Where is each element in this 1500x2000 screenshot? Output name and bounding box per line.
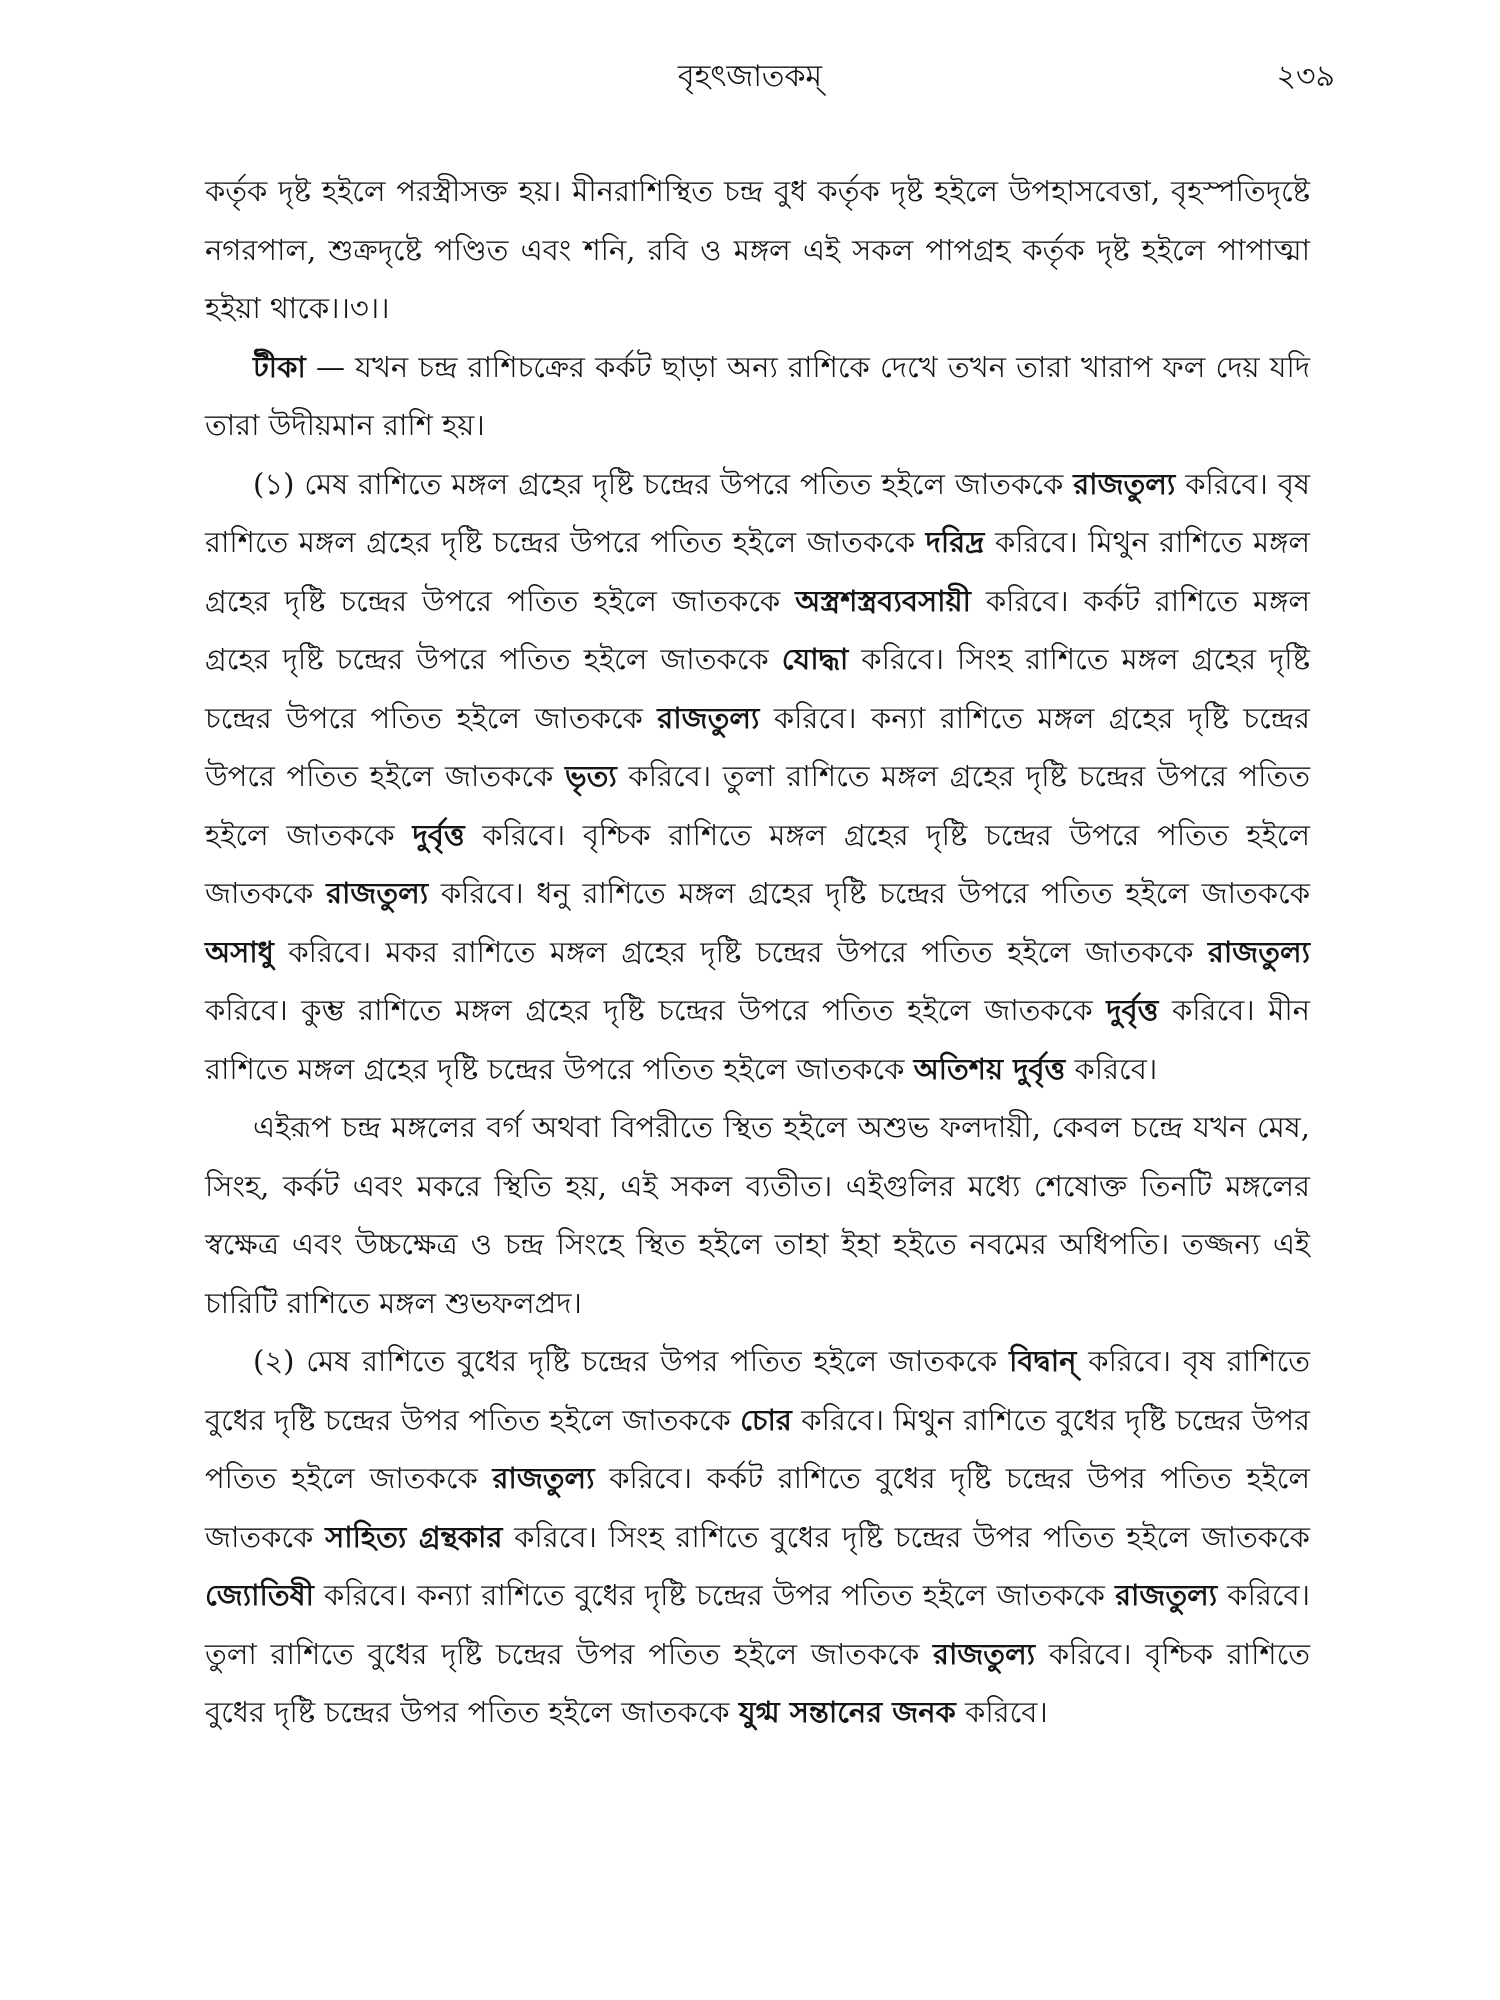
bold-term: চোর — [740, 1402, 792, 1437]
bold-term: অসাধু — [205, 934, 274, 969]
bold-term: দরিদ্র — [925, 525, 985, 559]
text-run: (২) মেষ রাশিতে বুধের দৃষ্টি চন্দ্রের উপর পতিত হইলে জাতককে — [253, 1344, 1010, 1378]
bold-term: বিদ্বান্ — [1009, 1344, 1077, 1378]
bold-term: রাজতুল্য — [1073, 466, 1176, 501]
text-run: করিবে। বৃষ রাশিতে বুধের দৃষ্টি চন্দ্রের উপর পতিত হইলে জাতককে — [205, 1344, 1310, 1437]
text-run: করিবে। মকর রাশিতে মঙ্গল গ্রহের দৃষ্টি চন্দ্রের উপরে পতিত হইলে জাতককে — [273, 934, 1208, 969]
paragraph-mars-summary: এইরূপ চন্দ্র মঙ্গলের বর্গ অথবা বিপরীতে স্থিত হইলে অশুভ ফলদায়ী, কেবল চন্দ্রে যখন মেষ, সিংহ, কর্কট এবং মকরে স্থিতি হয়, এই সকল ব্যতীত। এইগুলির মধ্যে শেষোক্ত তিনটি মঙ্গলের স্বক্ষেত্র এবং উচ্চক্ষেত্র ও চন্দ্র সিংহে স্থিত হইলে তাহা ইহা হইতে নবমের অধিপতি। তজ্জন্য এই চারিটি রাশিতে মঙ্গল শুভফলপ্রদ। — [205, 1110, 1310, 1320]
text-run: করিবে। কন্যা রাশিতে বুধের দৃষ্টি চন্দ্রের উপর পতিত হইলে জাতককে — [313, 1578, 1116, 1612]
bold-term: রাজতুল্য — [492, 1461, 595, 1495]
bold-term: রাজতুল্য — [1207, 934, 1310, 969]
bold-term: রাজতুল্য — [1115, 1578, 1218, 1612]
text-run: করিবে। মিথুন রাশিতে বুধের দৃষ্টি চন্দ্রের উপর পতিত হইলে জাতককে — [205, 1402, 1310, 1495]
bold-term: অস্ত্রশস্ত্রব্যবসায়ী — [795, 583, 971, 618]
text-run: করিবে। তুলা রাশিতে মঙ্গল গ্রহের দৃষ্টি চন্দ্রের উপরে পতিত হইলে জাতককে — [205, 759, 1310, 852]
bold-term: দুর্বৃত্ত — [412, 817, 465, 852]
text-run: করিবে। — [1065, 1051, 1158, 1086]
body-text — [205, 162, 1310, 1742]
text-run: করিবে। কন্যা রাশিতে মঙ্গল গ্রহের দৃষ্টি চন্দ্রের উপরে পতিত হইলে জাতককে — [205, 700, 1311, 793]
text-run: করিবে। ধনু রাশিতে মঙ্গল গ্রহের দৃষ্টি চন্দ্রের উপরে পতিত হইলে জাতককে — [428, 876, 1310, 910]
paragraph-mars-aspects — [205, 455, 1310, 1099]
tika-label: টীকা — [253, 349, 306, 384]
paragraph-mercury-aspects — [205, 1332, 1310, 1742]
text-run: করিবে। বৃশ্চিক রাশিতে মঙ্গল গ্রহের দৃষ্টি চন্দ্রের উপরে পতিত হইলে জাতককে — [205, 817, 1310, 910]
bold-term: রাজতুল্য — [657, 700, 760, 735]
text-run: করিবে। বৃশ্চিক রাশিতে বুধের দৃষ্টি চন্দ্রের উপর পতিত হইলে জাতককে — [205, 1636, 1310, 1729]
paragraph-commentary-intro — [205, 338, 1310, 455]
commentary-intro-text: — যখন চন্দ্র রাশিচক্রের কর্কট ছাড়া অন্য রাশিকে দেখে তখন তারা খারাপ ফল দেয় যদি তারা উদীয়মান রাশি হয়। — [205, 349, 1310, 442]
text-run: করিবে। — [955, 1695, 1048, 1729]
text-run: করিবে। কর্কট রাশিতে মঙ্গল গ্রহের দৃষ্টি চন্দ্রের উপরে পতিত হইলে জাতককে — [205, 583, 1310, 676]
bold-term: রাজতুল্য — [933, 1636, 1036, 1671]
paragraph-verse-translation: কর্তৃক দৃষ্ট হইলে পরস্ত্রীসক্ত হয়। মীনরাশিস্থিত চন্দ্র বুধ কর্তৃক দৃষ্ট হইলে উপহাসবেত্তা, বৃহস্পতিদৃষ্টে নগরপাল, শুক্রদৃষ্টে পণ্ডিত এবং শনি, রবি ও মঙ্গল এই সকল পাপগ্রহ কর্তৃক দৃষ্ট হইলে পাপাত্মা হইয়া থাকে।।৩।। — [205, 174, 1310, 325]
bold-term: রাজতুল্য — [326, 876, 429, 910]
bold-term: জ্যোতিষী — [205, 1578, 314, 1612]
bold-term: যুগ্ম সন্তানের জনক — [738, 1695, 956, 1729]
text-run: করিবে। সিংহ রাশিতে মঙ্গল গ্রহের দৃষ্টি চন্দ্রের উপরে পতিত হইলে জাতককে — [205, 642, 1310, 735]
text-run: করিবে। মিথুন রাশিতে মঙ্গল গ্রহের দৃষ্টি চন্দ্রের উপরে পতিত হইলে জাতককে — [205, 525, 1310, 618]
text-run: করিবে। বৃষ রাশিতে মঙ্গল গ্রহের দৃষ্টি চন্দ্রের উপরে পতিত হইলে জাতককে — [205, 466, 1310, 559]
text-run: করিবে। তুলা রাশিতে বুধের দৃষ্টি চন্দ্রের উপর পতিত হইলে জাতককে — [205, 1578, 1310, 1671]
bold-term: অতিশয় দুর্বৃত্ত — [913, 1051, 1066, 1086]
text-run: করিবে। কুম্ভ রাশিতে মঙ্গল গ্রহের দৃষ্টি চন্দ্রের উপরে পতিত হইলে জাতককে — [205, 993, 1107, 1027]
running-title: বৃহৎজাতকম্ — [677, 59, 823, 94]
bold-term: যোদ্ধা — [781, 642, 849, 676]
text-run: (১) মেষ রাশিতে মঙ্গল গ্রহের দৃষ্টি চন্দ্রের উপরে পতিত হইলে জাতককে — [253, 466, 1074, 501]
page-header — [0, 52, 1500, 102]
bold-term: দুর্বৃত্ত — [1106, 993, 1159, 1027]
text-run: করিবে। সিংহ রাশিতে বুধের দৃষ্টি চন্দ্রের উপর পতিত হইলে জাতককে — [502, 1519, 1310, 1554]
bold-term: ভৃত্য — [564, 759, 617, 793]
text-run: করিবে। কর্কট রাশিতে বুধের দৃষ্টি চন্দ্রের উপর পতিত হইলে জাতককে — [205, 1461, 1310, 1554]
page-number: ২৩৯ — [1276, 59, 1335, 94]
bold-term: সাহিত্য গ্রন্থকার — [325, 1519, 503, 1554]
text-run: করিবে। মীন রাশিতে মঙ্গল গ্রহের দৃষ্টি চন্দ্রের উপরে পতিত হইলে জাতককে — [205, 993, 1310, 1086]
